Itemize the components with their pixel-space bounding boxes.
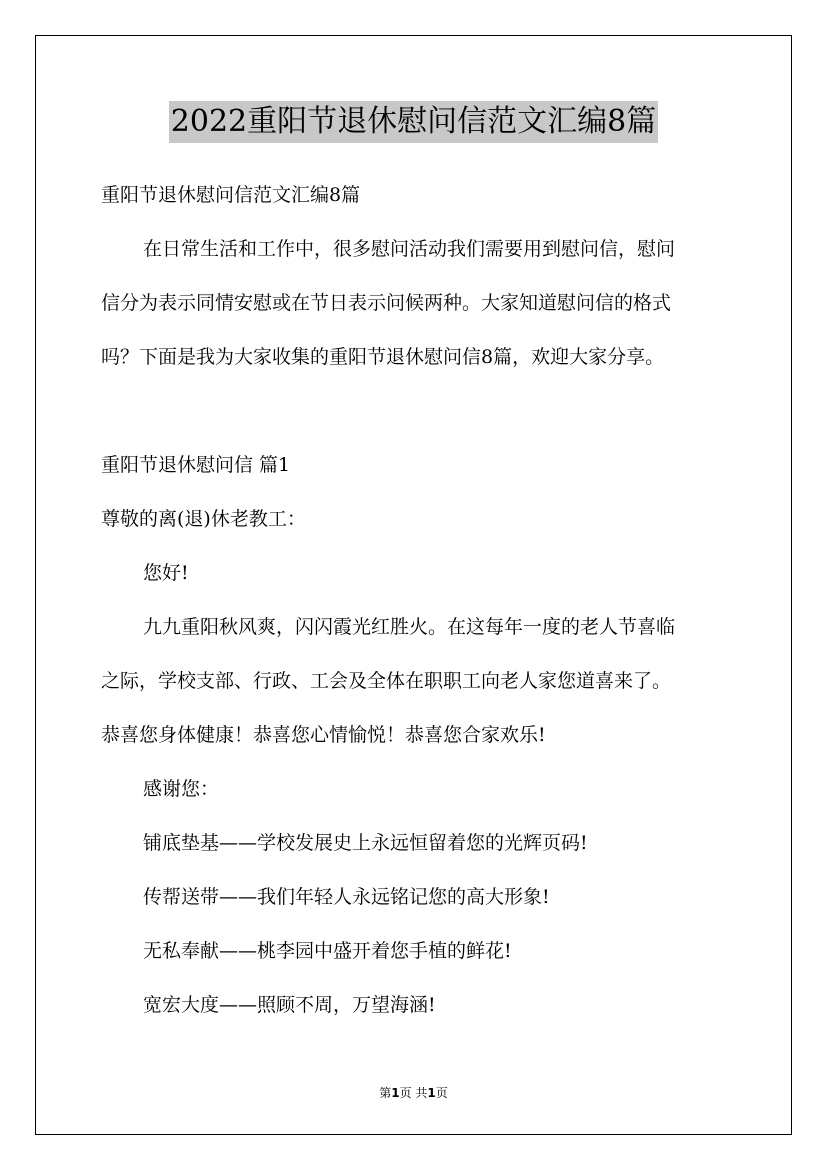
greeting: 您好! — [143, 562, 189, 584]
footer-suffix: 页 — [435, 1086, 448, 1100]
thanks-line: 感谢您： — [143, 778, 220, 800]
salutation: 尊敬的离(退)休老教工： — [101, 508, 306, 530]
list-item: 无私奉献——桃李园中盛开着您手植的鲜花! — [143, 940, 512, 962]
document-subtitle: 重阳节退休慰问信范文汇编8篇 — [101, 184, 361, 206]
document-title: 2022重阳节退休慰问信范文汇编8篇 — [169, 101, 658, 143]
paragraph-line: 九九重阳秋风爽，闪闪霞光红胜火。在这每年一度的老人节喜临 — [143, 616, 676, 638]
intro-line: 信分为表示同情安慰或在节日表示问候两种。大家知道慰问信的格式 — [101, 292, 672, 314]
list-item: 宽宏大度——照顾不周，万望海涵! — [143, 994, 436, 1016]
paragraph-line: 之际，学校支部、行政、工会及全体在职职工向老人家您道喜来了。 — [101, 670, 672, 692]
page-footer — [0, 1084, 827, 1101]
list-item: 铺底垫基——学校发展史上永远恒留着您的光辉页码! — [143, 832, 588, 854]
intro-line: 在日常生活和工作中，很多慰问活动我们需要用到慰问信，慰问 — [143, 238, 676, 260]
intro-line: 吗？下面是我为大家收集的重阳节退休慰问信8篇，欢迎大家分享。 — [101, 346, 665, 368]
footer-prefix: 第 — [379, 1086, 392, 1100]
section-heading: 重阳节退休慰问信 篇1 — [101, 454, 291, 476]
paragraph-line: 恭喜您身体健康！恭喜您心情愉悦！恭喜您合家欢乐! — [101, 724, 546, 746]
footer-mid: 页 共 — [399, 1086, 428, 1100]
list-item: 传帮送带——我们年轻人永远铭记您的高大形象! — [143, 886, 550, 908]
footer-total-pages: 1 — [427, 1086, 436, 1100]
footer-page-number: 1 — [391, 1086, 400, 1100]
title-container — [0, 101, 827, 143]
